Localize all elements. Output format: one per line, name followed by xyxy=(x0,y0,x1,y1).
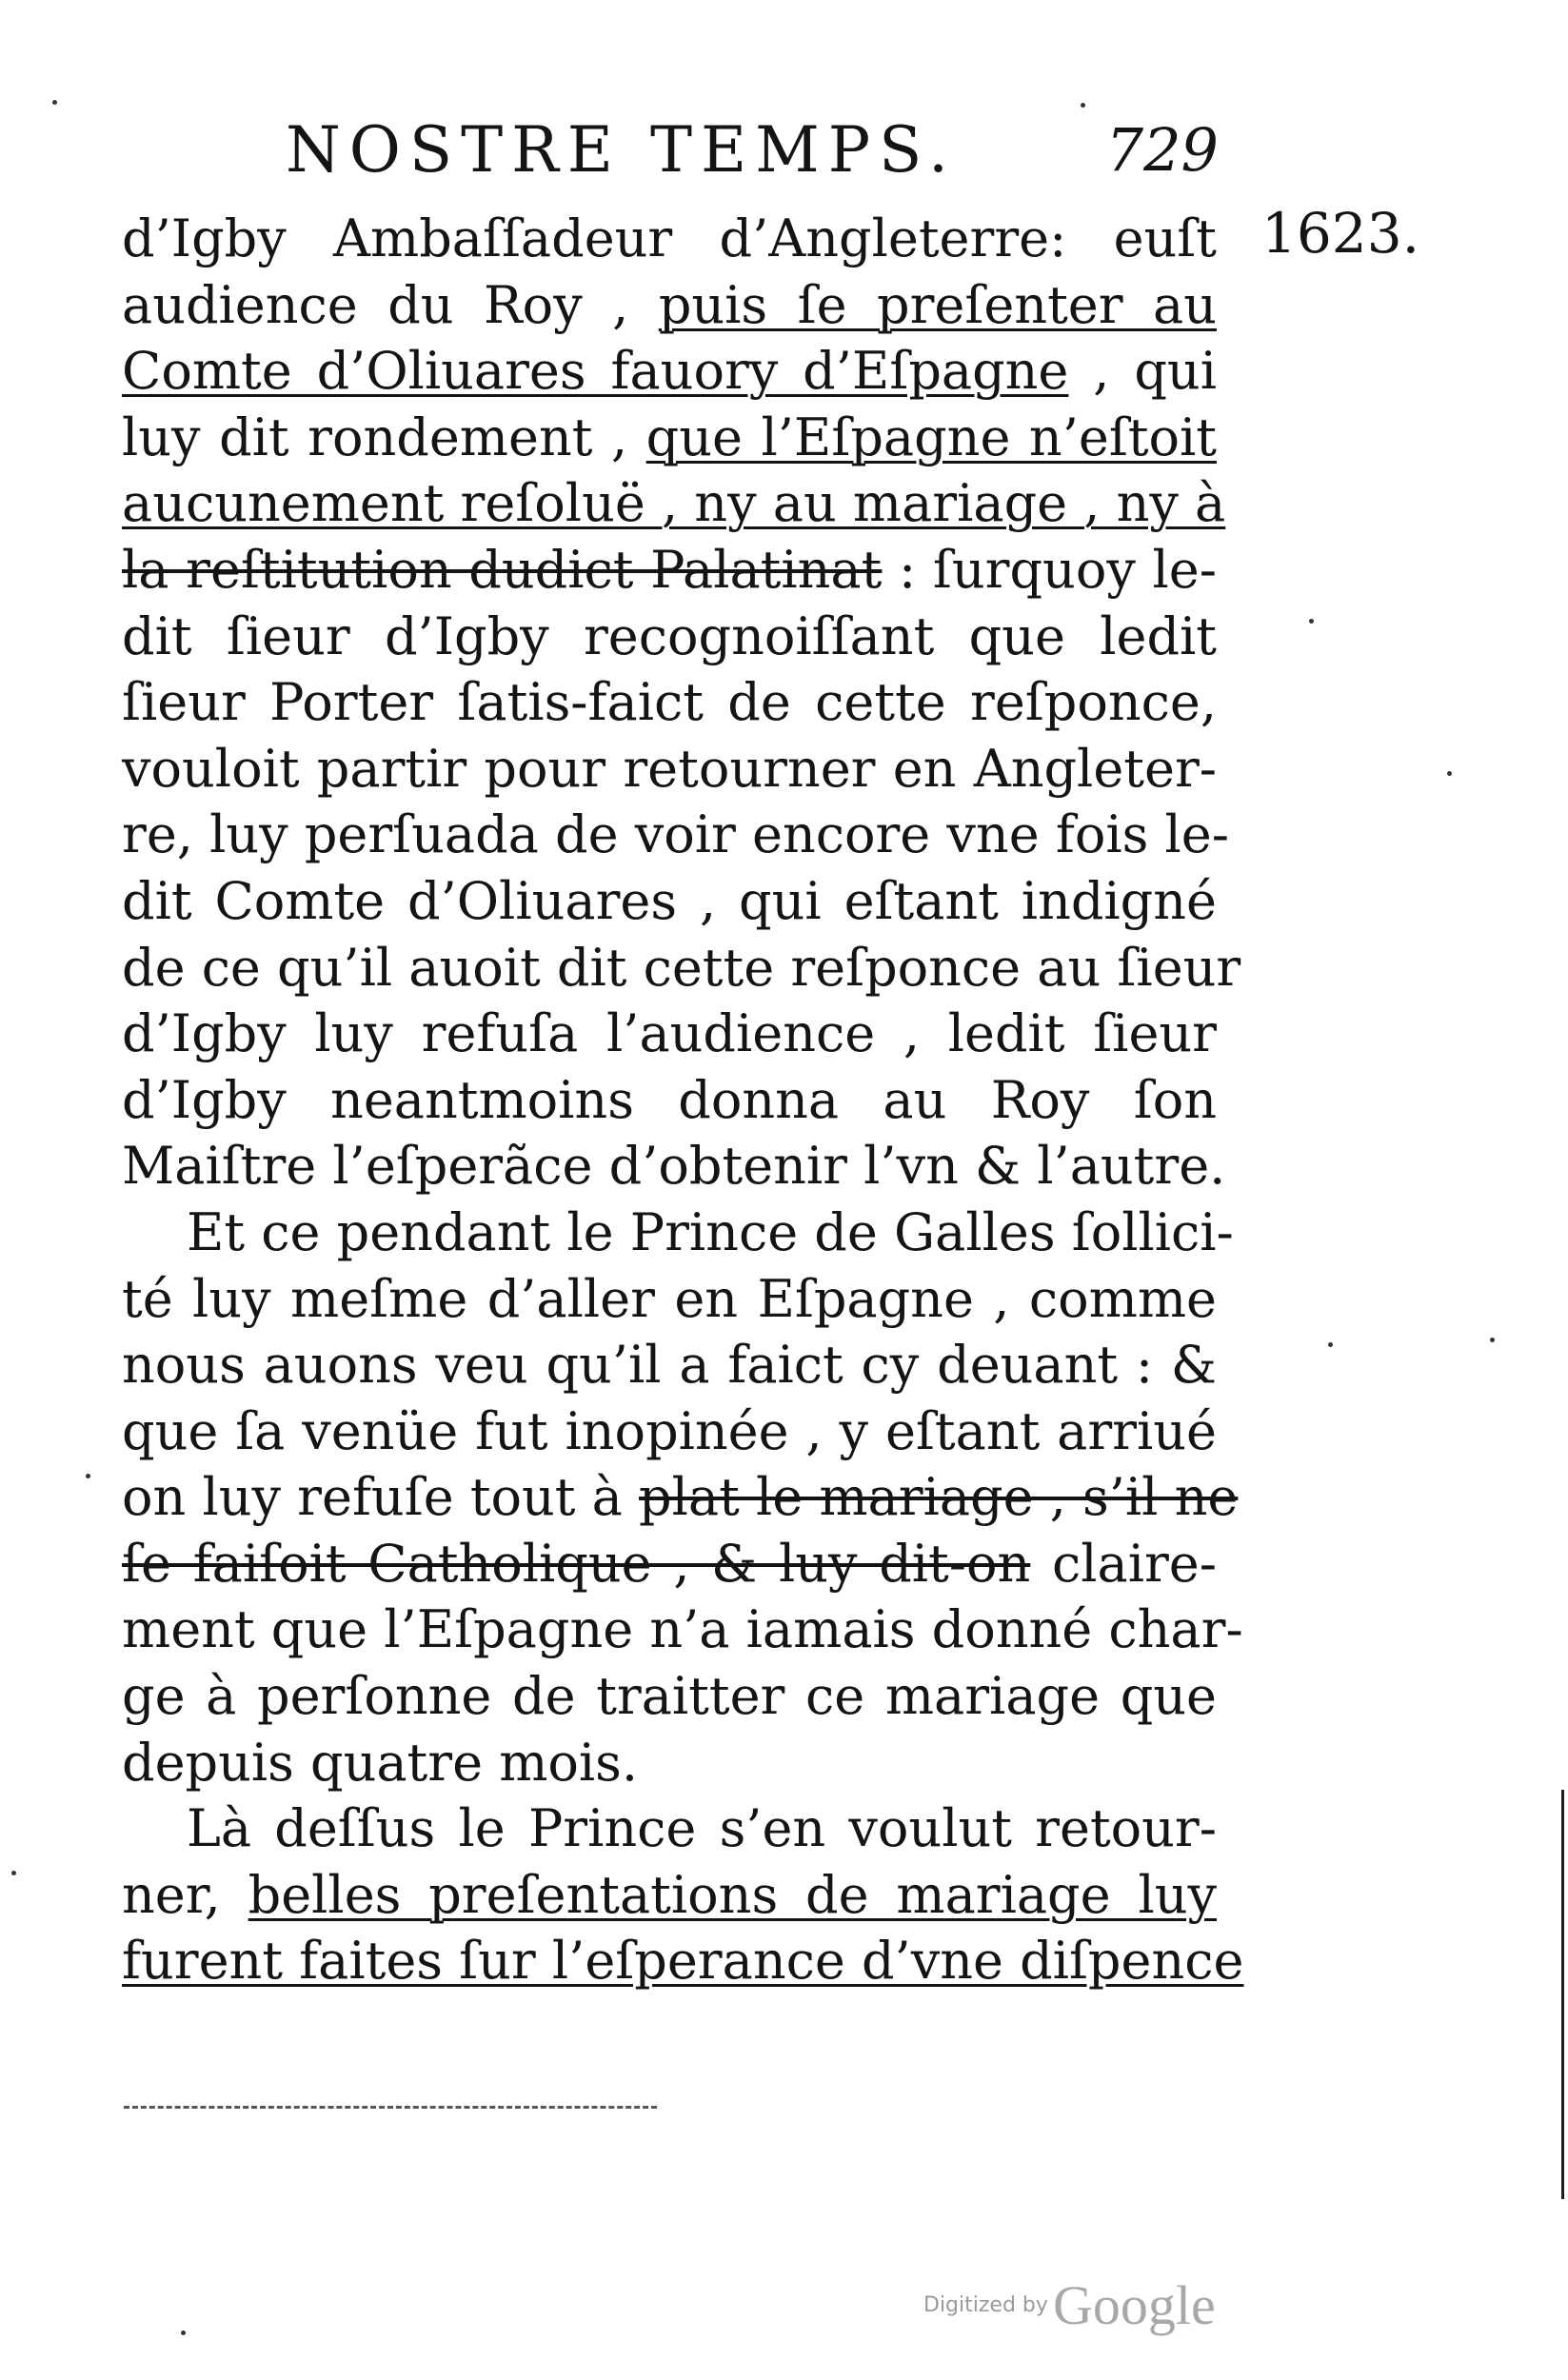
text-line xyxy=(122,1597,1243,1663)
running-title: NOSTRE TEMPS. xyxy=(286,113,957,187)
ink-speck xyxy=(52,100,57,105)
text-line xyxy=(122,537,1217,604)
ink-speck xyxy=(1490,1338,1495,1342)
text-segment: que ſa venüe fut inopinée , y eſtant arriué xyxy=(122,1400,1217,1461)
text-line xyxy=(122,868,1217,935)
google-logo: Google xyxy=(1053,2274,1216,2336)
ink-speck xyxy=(181,2330,186,2335)
text-segment: luy dit rondement , xyxy=(122,407,646,467)
text-segment: dit Comte d’Oliuares , qui eſtant indigné xyxy=(122,870,1217,931)
ink-speck xyxy=(1328,1342,1333,1347)
ink-speck xyxy=(11,1871,16,1875)
text-line xyxy=(122,1332,1217,1398)
text-segment: d’Igby Ambaſſadeur d’Angleterre: euſt xyxy=(122,208,1217,268)
text-segment: de ce qu’il auoit dit cette reſponce au ſieur xyxy=(122,937,1241,998)
text-line xyxy=(122,669,1217,736)
digitized-by-google-stamp xyxy=(923,2273,1216,2337)
text-segment: ner, xyxy=(122,1864,248,1925)
text-segment: re, luy perſuada de voir encore vne fois le- xyxy=(122,804,1229,865)
page-edge-rule xyxy=(1561,1790,1564,2199)
text-segment: vouloit partir pour retourner en Angleter- xyxy=(122,738,1217,799)
text-line xyxy=(122,1398,1217,1465)
text-line xyxy=(122,206,1217,272)
text-line xyxy=(122,1531,1217,1597)
text-line xyxy=(122,338,1217,405)
text-segment: audience du Roy , xyxy=(122,274,659,335)
text-segment: claire- xyxy=(1030,1533,1217,1594)
text-segment: Là deſſus le Prince s’en voulut retour- xyxy=(187,1798,1217,1859)
text-segment: depuis quatre mois. xyxy=(122,1732,639,1793)
underlined-text: puis ſe preſenter au xyxy=(658,274,1217,335)
ink-speck xyxy=(86,1474,90,1478)
ink-speck xyxy=(1309,619,1314,624)
text-segment: d’Igby neantmoins donna au Roy ſon xyxy=(122,1069,1217,1130)
text-line xyxy=(122,1663,1217,1730)
struck-text: la reſtitution dudict Palatinat xyxy=(122,539,883,600)
digitized-by-label: Digitized by xyxy=(923,2293,1048,2317)
underlined-text: belles preſentations de mariage luy xyxy=(248,1864,1217,1925)
margin-year-note: 1623. xyxy=(1261,201,1420,266)
ink-speck xyxy=(1081,103,1085,108)
text-segment: on luy refuſe tout à xyxy=(122,1467,640,1528)
text-line xyxy=(122,1133,1226,1200)
ink-speck xyxy=(1447,771,1452,776)
text-line xyxy=(122,1795,1217,1862)
text-line xyxy=(122,470,1226,537)
footer-dashes xyxy=(124,2106,657,2116)
text-segment: té luy meſme d’aller en Eſpagne , comme xyxy=(122,1268,1217,1329)
text-line xyxy=(122,1464,1239,1531)
struck-text: plat le mariage , s’il ne xyxy=(639,1467,1239,1528)
text-line xyxy=(122,1067,1217,1134)
text-line xyxy=(122,1001,1217,1067)
body-text xyxy=(122,206,1244,1994)
text-line xyxy=(122,1200,1234,1266)
text-segment: dit ſieur d’Igby recognoiſſant que ledit xyxy=(122,605,1217,666)
text-segment: : ſurquoy le- xyxy=(882,539,1217,600)
page-number: 729 xyxy=(1105,115,1219,185)
text-segment: ge à perſonne de traitter ce mariage que xyxy=(122,1666,1217,1727)
text-segment: ſieur Porter ſatis-faict de cette reſponce, xyxy=(122,672,1217,733)
text-line xyxy=(122,604,1217,670)
text-line xyxy=(122,1928,1244,1994)
underlined-text: que l’Eſpagne n’eſtoit xyxy=(645,407,1217,467)
text-line xyxy=(122,1730,1217,1796)
text-line xyxy=(122,1266,1217,1333)
text-line xyxy=(122,736,1217,803)
text-segment: d’Igby luy refuſa l’audience , ledit ſieur xyxy=(122,1003,1217,1064)
text-line xyxy=(122,935,1241,1002)
struck-text: ſe faiſoit Catholique , & luy dit-on xyxy=(122,1533,1031,1594)
underlined-text: furent faites ſur l’eſperance d’vne diſpence xyxy=(122,1931,1244,1992)
text-segment: , qui xyxy=(1068,341,1217,402)
text-line xyxy=(122,272,1217,339)
underlined-text: aucunement reſoluë , ny au mariage , ny à xyxy=(122,473,1226,534)
text-segment: nous auons veu qu’il a faict cy deuant : & xyxy=(122,1335,1217,1396)
text-line xyxy=(122,405,1217,471)
text-line xyxy=(122,1862,1217,1929)
text-segment: ment que l’Eſpagne n’a iamais donné char- xyxy=(122,1599,1243,1660)
running-head xyxy=(286,112,1219,188)
text-segment: Et ce pendant le Prince de Galles ſollici- xyxy=(187,1201,1234,1262)
text-segment: Maiſtre l’eſperãce d’obtenir l’vn & l’autre. xyxy=(122,1136,1226,1197)
underlined-text: Comte d’Oliuares fauory d’Eſpagne xyxy=(122,341,1069,402)
text-line xyxy=(122,802,1229,868)
